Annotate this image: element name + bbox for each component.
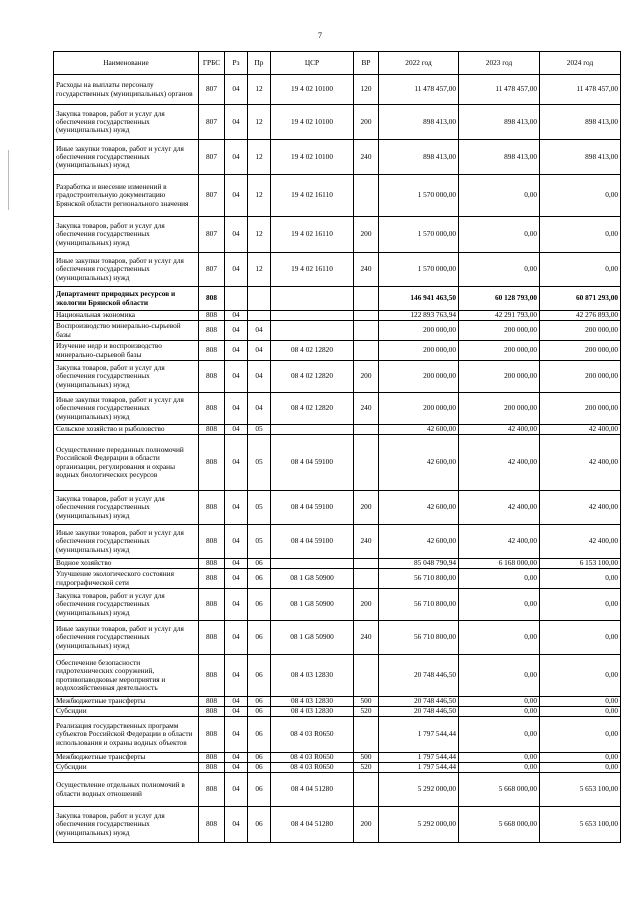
row-pr: 12 bbox=[248, 75, 271, 105]
table-row bbox=[54, 717, 621, 753]
row-grbs: 808 bbox=[199, 569, 225, 589]
table-row bbox=[54, 287, 621, 311]
row-vr: 520 bbox=[354, 707, 379, 717]
table-row bbox=[54, 311, 621, 321]
row-2024: 200 000,00 bbox=[540, 393, 621, 425]
table-row bbox=[54, 321, 621, 341]
row-csr: 19 4 02 16110 bbox=[271, 217, 354, 253]
row-csr: 08 4 03 R0650 bbox=[271, 753, 354, 763]
row-csr bbox=[271, 559, 354, 569]
row-rz: 04 bbox=[225, 253, 248, 287]
row-2022: 56 710 800,00 bbox=[379, 569, 459, 589]
row-2023: 0,00 bbox=[459, 763, 540, 773]
table-row bbox=[54, 525, 621, 559]
row-rz: 04 bbox=[225, 763, 248, 773]
row-2024: 42 276 893,00 bbox=[540, 311, 621, 321]
row-grbs: 807 bbox=[199, 175, 225, 217]
row-grbs: 808 bbox=[199, 621, 225, 655]
row-vr: 200 bbox=[354, 361, 379, 393]
row-2024: 0,00 bbox=[540, 217, 621, 253]
row-2022: 56 710 800,00 bbox=[379, 621, 459, 655]
row-2024: 5 653 100,00 bbox=[540, 773, 621, 807]
row-2022: 42 600,00 bbox=[379, 525, 459, 559]
table-row bbox=[54, 140, 621, 175]
row-name: Иные закупки товаров, работ и услуг для обеспечения государственных (муниципальных) нужд bbox=[54, 393, 199, 425]
table-row bbox=[54, 105, 621, 140]
row-csr: 08 4 02 12820 bbox=[271, 393, 354, 425]
row-2024: 0,00 bbox=[540, 621, 621, 655]
row-rz: 04 bbox=[225, 361, 248, 393]
row-2022: 1 570 000,00 bbox=[379, 175, 459, 217]
table-row bbox=[54, 425, 621, 435]
row-2024: 11 478 457,00 bbox=[540, 75, 621, 105]
row-name: Закупка товаров, работ и услуг для обеспечения государственных (муниципальных) нужд bbox=[54, 491, 199, 525]
row-2022: 146 941 463,50 bbox=[379, 287, 459, 311]
row-name: Воспроизводство минерально-сырьевой базы bbox=[54, 321, 199, 341]
table-row bbox=[54, 753, 621, 763]
row-pr: 04 bbox=[248, 321, 271, 341]
row-grbs: 807 bbox=[199, 105, 225, 140]
header-2023: 2023 год bbox=[459, 52, 540, 75]
row-2023: 0,00 bbox=[459, 253, 540, 287]
row-vr bbox=[354, 773, 379, 807]
row-name: Департамент природных ресурсов и экологии Брянской области bbox=[54, 287, 199, 311]
row-grbs: 808 bbox=[199, 393, 225, 425]
row-pr: 06 bbox=[248, 559, 271, 569]
row-2024: 0,00 bbox=[540, 717, 621, 753]
row-pr: 06 bbox=[248, 753, 271, 763]
row-2022: 1 570 000,00 bbox=[379, 253, 459, 287]
row-csr: 08 4 04 51280 bbox=[271, 807, 354, 843]
row-2024: 42 400,00 bbox=[540, 525, 621, 559]
row-name: Осуществление отдельных полномочий в области водных отношений bbox=[54, 773, 199, 807]
row-rz: 04 bbox=[225, 717, 248, 753]
table-row bbox=[54, 75, 621, 105]
table-row bbox=[54, 697, 621, 707]
row-name: Закупка товаров, работ и услуг для обеспечения государственных (муниципальных) нужд bbox=[54, 589, 199, 621]
row-name: Субсидии bbox=[54, 763, 199, 773]
row-vr bbox=[354, 655, 379, 697]
row-grbs: 808 bbox=[199, 753, 225, 763]
row-vr: 200 bbox=[354, 105, 379, 140]
row-2024: 60 871 293,00 bbox=[540, 287, 621, 311]
row-2022: 200 000,00 bbox=[379, 361, 459, 393]
row-2022: 5 292 000,00 bbox=[379, 807, 459, 843]
table-row bbox=[54, 217, 621, 253]
row-name: Межбюджетные трансферты bbox=[54, 697, 199, 707]
row-2024: 200 000,00 bbox=[540, 341, 621, 361]
row-2022: 85 048 790,94 bbox=[379, 559, 459, 569]
row-vr bbox=[354, 311, 379, 321]
row-2023: 5 668 000,00 bbox=[459, 773, 540, 807]
page-number: 7 bbox=[318, 31, 322, 40]
row-2023: 0,00 bbox=[459, 175, 540, 217]
row-csr: 08 4 04 59100 bbox=[271, 491, 354, 525]
row-2022: 56 710 800,00 bbox=[379, 589, 459, 621]
row-vr: 240 bbox=[354, 253, 379, 287]
row-vr: 500 bbox=[354, 753, 379, 763]
row-csr: 19 4 02 10100 bbox=[271, 140, 354, 175]
row-2023: 5 668 000,00 bbox=[459, 807, 540, 843]
row-2023: 0,00 bbox=[459, 707, 540, 717]
row-pr: 12 bbox=[248, 175, 271, 217]
row-name: Реализация государственных программ субъектов Российской Федерации в области использования и охраны водных объектов bbox=[54, 717, 199, 753]
row-2023: 0,00 bbox=[459, 717, 540, 753]
row-grbs: 807 bbox=[199, 253, 225, 287]
row-csr: 08 4 03 12830 bbox=[271, 707, 354, 717]
row-grbs: 808 bbox=[199, 425, 225, 435]
row-2023: 0,00 bbox=[459, 589, 540, 621]
row-rz: 04 bbox=[225, 569, 248, 589]
row-vr bbox=[354, 559, 379, 569]
row-rz: 04 bbox=[225, 311, 248, 321]
row-2024: 42 400,00 bbox=[540, 435, 621, 491]
row-rz: 04 bbox=[225, 425, 248, 435]
row-2023: 898 413,00 bbox=[459, 140, 540, 175]
row-2024: 200 000,00 bbox=[540, 361, 621, 393]
table-header-row bbox=[54, 52, 621, 75]
row-pr: 05 bbox=[248, 525, 271, 559]
row-vr: 240 bbox=[354, 621, 379, 655]
row-2022: 20 748 446,50 bbox=[379, 697, 459, 707]
row-pr: 06 bbox=[248, 807, 271, 843]
header-grbs: ГРБС bbox=[199, 52, 225, 75]
header-pr: Пр bbox=[248, 52, 271, 75]
row-2024: 0,00 bbox=[540, 569, 621, 589]
budget-table bbox=[53, 51, 621, 843]
row-rz: 04 bbox=[225, 491, 248, 525]
row-csr: 08 4 04 51280 bbox=[271, 773, 354, 807]
row-2024: 0,00 bbox=[540, 655, 621, 697]
row-pr: 04 bbox=[248, 341, 271, 361]
row-rz: 04 bbox=[225, 807, 248, 843]
row-2024: 0,00 bbox=[540, 589, 621, 621]
row-2022: 42 600,00 bbox=[379, 425, 459, 435]
row-vr bbox=[354, 287, 379, 311]
row-rz: 04 bbox=[225, 697, 248, 707]
row-name: Водное хозяйство bbox=[54, 559, 199, 569]
row-2022: 1 797 544,44 bbox=[379, 717, 459, 753]
row-rz bbox=[225, 287, 248, 311]
row-csr: 08 1 G8 50900 bbox=[271, 589, 354, 621]
row-name: Осуществление переданных полномочий Российской Федерации в области организации, регулирования и охраны водных биологических ресурсов bbox=[54, 435, 199, 491]
row-pr: 04 bbox=[248, 393, 271, 425]
table-body bbox=[54, 75, 621, 843]
scan-margin-mark bbox=[8, 150, 9, 210]
row-name: Улучшение экологического состояния гидрографической сети bbox=[54, 569, 199, 589]
row-2022: 1 570 000,00 bbox=[379, 217, 459, 253]
row-2023: 0,00 bbox=[459, 217, 540, 253]
row-grbs: 807 bbox=[199, 75, 225, 105]
row-2024: 42 400,00 bbox=[540, 491, 621, 525]
table-row bbox=[54, 559, 621, 569]
row-csr: 08 4 04 59100 bbox=[271, 525, 354, 559]
row-vr: 200 bbox=[354, 589, 379, 621]
row-csr: 08 1 G8 50900 bbox=[271, 621, 354, 655]
row-csr: 08 1 G8 50900 bbox=[271, 569, 354, 589]
table-row bbox=[54, 707, 621, 717]
row-grbs: 808 bbox=[199, 655, 225, 697]
row-name: Обеспечение безопасности гидротехнических сооружений, противопаводковые мероприятия и водохозяйственная деятельность bbox=[54, 655, 199, 697]
row-2024: 0,00 bbox=[540, 763, 621, 773]
row-vr: 520 bbox=[354, 763, 379, 773]
row-name: Закупка товаров, работ и услуг для обеспечения государственных (муниципальных) нужд bbox=[54, 807, 199, 843]
row-csr: 08 4 03 12830 bbox=[271, 697, 354, 707]
row-rz: 04 bbox=[225, 321, 248, 341]
row-vr bbox=[354, 717, 379, 753]
row-vr: 500 bbox=[354, 697, 379, 707]
header-2024: 2024 год bbox=[540, 52, 621, 75]
table-row bbox=[54, 589, 621, 621]
row-rz: 04 bbox=[225, 75, 248, 105]
row-2022: 20 748 446,50 bbox=[379, 707, 459, 717]
row-2024: 6 153 100,00 bbox=[540, 559, 621, 569]
row-2023: 42 400,00 bbox=[459, 425, 540, 435]
row-2024: 5 653 100,00 bbox=[540, 807, 621, 843]
row-name: Национальная экономика bbox=[54, 311, 199, 321]
row-name: Иные закупки товаров, работ и услуг для обеспечения государственных (муниципальных) нужд bbox=[54, 140, 199, 175]
table-row bbox=[54, 621, 621, 655]
row-vr: 120 bbox=[354, 75, 379, 105]
row-2022: 898 413,00 bbox=[379, 140, 459, 175]
row-2023: 0,00 bbox=[459, 569, 540, 589]
row-name: Разработка и внесение изменений в градостроительную документацию Брянской области регионального значения bbox=[54, 175, 199, 217]
row-pr: 06 bbox=[248, 707, 271, 717]
row-2022: 898 413,00 bbox=[379, 105, 459, 140]
row-vr bbox=[354, 425, 379, 435]
row-pr: 12 bbox=[248, 140, 271, 175]
row-csr bbox=[271, 321, 354, 341]
row-rz: 04 bbox=[225, 753, 248, 763]
row-csr bbox=[271, 287, 354, 311]
row-grbs: 808 bbox=[199, 525, 225, 559]
row-grbs: 808 bbox=[199, 435, 225, 491]
row-csr bbox=[271, 425, 354, 435]
row-grbs: 808 bbox=[199, 807, 225, 843]
row-2022: 122 893 763,94 bbox=[379, 311, 459, 321]
row-2024: 42 400,00 bbox=[540, 425, 621, 435]
row-2023: 42 400,00 bbox=[459, 491, 540, 525]
row-rz: 04 bbox=[225, 707, 248, 717]
row-2023: 200 000,00 bbox=[459, 321, 540, 341]
row-vr: 240 bbox=[354, 525, 379, 559]
row-rz: 04 bbox=[225, 525, 248, 559]
row-name: Иные закупки товаров, работ и услуг для обеспечения государственных (муниципальных) нужд bbox=[54, 253, 199, 287]
row-grbs: 808 bbox=[199, 559, 225, 569]
row-2023: 200 000,00 bbox=[459, 393, 540, 425]
row-2023: 42 400,00 bbox=[459, 435, 540, 491]
row-grbs: 808 bbox=[199, 491, 225, 525]
row-name: Изучение недр и воспроизводство минерально-сырьевой базы bbox=[54, 341, 199, 361]
row-pr: 05 bbox=[248, 435, 271, 491]
row-csr: 19 4 02 16110 bbox=[271, 253, 354, 287]
row-2023: 0,00 bbox=[459, 697, 540, 707]
row-2024: 200 000,00 bbox=[540, 321, 621, 341]
header-rz: Рз bbox=[225, 52, 248, 75]
row-vr: 200 bbox=[354, 491, 379, 525]
row-2022: 20 748 446,50 bbox=[379, 655, 459, 697]
row-name: Иные закупки товаров, работ и услуг для обеспечения государственных (муниципальных) нужд bbox=[54, 621, 199, 655]
row-grbs: 808 bbox=[199, 361, 225, 393]
row-pr: 12 bbox=[248, 253, 271, 287]
row-name: Сельское хозяйство и рыболовство bbox=[54, 425, 199, 435]
table-row bbox=[54, 763, 621, 773]
row-vr bbox=[354, 435, 379, 491]
row-2022: 200 000,00 bbox=[379, 321, 459, 341]
row-rz: 04 bbox=[225, 655, 248, 697]
row-csr: 08 4 03 R0650 bbox=[271, 717, 354, 753]
row-vr bbox=[354, 175, 379, 217]
row-rz: 04 bbox=[225, 773, 248, 807]
row-rz: 04 bbox=[225, 341, 248, 361]
row-pr: 12 bbox=[248, 105, 271, 140]
row-pr: 05 bbox=[248, 491, 271, 525]
header-csr: ЦСР bbox=[271, 52, 354, 75]
row-grbs: 808 bbox=[199, 287, 225, 311]
row-2024: 0,00 bbox=[540, 253, 621, 287]
row-2023: 60 128 793,00 bbox=[459, 287, 540, 311]
row-name: Межбюджетные трансферты bbox=[54, 753, 199, 763]
row-vr bbox=[354, 569, 379, 589]
row-2023: 42 291 793,00 bbox=[459, 311, 540, 321]
row-rz: 04 bbox=[225, 435, 248, 491]
table-row bbox=[54, 491, 621, 525]
row-rz: 04 bbox=[225, 105, 248, 140]
row-2024: 0,00 bbox=[540, 753, 621, 763]
row-pr: 06 bbox=[248, 589, 271, 621]
row-2023: 0,00 bbox=[459, 655, 540, 697]
row-pr: 06 bbox=[248, 717, 271, 753]
table-row bbox=[54, 393, 621, 425]
row-pr: 05 bbox=[248, 425, 271, 435]
row-rz: 04 bbox=[225, 559, 248, 569]
row-grbs: 808 bbox=[199, 773, 225, 807]
table-row bbox=[54, 361, 621, 393]
row-pr: 06 bbox=[248, 621, 271, 655]
row-csr: 08 4 03 R0650 bbox=[271, 763, 354, 773]
row-grbs: 807 bbox=[199, 217, 225, 253]
row-grbs: 808 bbox=[199, 707, 225, 717]
row-rz: 04 bbox=[225, 140, 248, 175]
row-grbs: 808 bbox=[199, 311, 225, 321]
header-name: Наименование bbox=[54, 52, 199, 75]
row-2023: 0,00 bbox=[459, 621, 540, 655]
row-pr: 06 bbox=[248, 697, 271, 707]
row-name: Расходы на выплаты персоналу государственных (муниципальных) органов bbox=[54, 75, 199, 105]
table-row bbox=[54, 435, 621, 491]
row-csr: 08 4 04 59100 bbox=[271, 435, 354, 491]
row-rz: 04 bbox=[225, 217, 248, 253]
row-vr bbox=[354, 321, 379, 341]
row-2022: 200 000,00 bbox=[379, 341, 459, 361]
row-grbs: 808 bbox=[199, 341, 225, 361]
row-2022: 11 478 457,00 bbox=[379, 75, 459, 105]
row-name: Закупка товаров, работ и услуг для обеспечения государственных (муниципальных) нужд bbox=[54, 105, 199, 140]
row-name: Иные закупки товаров, работ и услуг для обеспечения государственных (муниципальных) нужд bbox=[54, 525, 199, 559]
row-2022: 200 000,00 bbox=[379, 393, 459, 425]
table-row bbox=[54, 253, 621, 287]
row-2023: 898 413,00 bbox=[459, 105, 540, 140]
table-row bbox=[54, 569, 621, 589]
row-name: Субсидии bbox=[54, 707, 199, 717]
row-csr: 19 4 02 10100 bbox=[271, 75, 354, 105]
row-name: Закупка товаров, работ и услуг для обеспечения государственных (муниципальных) нужд bbox=[54, 361, 199, 393]
row-2024: 898 413,00 bbox=[540, 105, 621, 140]
row-2022: 1 797 544,44 bbox=[379, 763, 459, 773]
row-rz: 04 bbox=[225, 621, 248, 655]
row-vr: 240 bbox=[354, 140, 379, 175]
header-2022: 2022 год bbox=[379, 52, 459, 75]
row-2024: 0,00 bbox=[540, 697, 621, 707]
row-grbs: 808 bbox=[199, 697, 225, 707]
table-row bbox=[54, 807, 621, 843]
row-pr bbox=[248, 311, 271, 321]
row-grbs: 808 bbox=[199, 321, 225, 341]
row-csr: 08 4 02 12820 bbox=[271, 341, 354, 361]
row-vr: 200 bbox=[354, 217, 379, 253]
row-csr: 19 4 02 10100 bbox=[271, 105, 354, 140]
table-row bbox=[54, 341, 621, 361]
row-csr bbox=[271, 311, 354, 321]
row-pr bbox=[248, 287, 271, 311]
row-pr: 06 bbox=[248, 569, 271, 589]
row-2023: 0,00 bbox=[459, 753, 540, 763]
row-grbs: 807 bbox=[199, 140, 225, 175]
row-rz: 04 bbox=[225, 589, 248, 621]
row-2023: 6 168 000,00 bbox=[459, 559, 540, 569]
row-vr: 200 bbox=[354, 807, 379, 843]
table-row bbox=[54, 655, 621, 697]
row-pr: 12 bbox=[248, 217, 271, 253]
table-row bbox=[54, 175, 621, 217]
row-rz: 04 bbox=[225, 175, 248, 217]
row-2023: 42 400,00 bbox=[459, 525, 540, 559]
row-2022: 1 797 544,44 bbox=[379, 753, 459, 763]
row-csr: 08 4 03 12830 bbox=[271, 655, 354, 697]
row-2024: 898 413,00 bbox=[540, 140, 621, 175]
row-csr: 08 4 02 12820 bbox=[271, 361, 354, 393]
row-vr bbox=[354, 341, 379, 361]
row-2023: 200 000,00 bbox=[459, 341, 540, 361]
row-2024: 0,00 bbox=[540, 175, 621, 217]
row-2023: 11 478 457,00 bbox=[459, 75, 540, 105]
table-row bbox=[54, 773, 621, 807]
row-grbs: 808 bbox=[199, 717, 225, 753]
row-name: Закупка товаров, работ и услуг для обеспечения государственных (муниципальных) нужд bbox=[54, 217, 199, 253]
header-vr: ВР bbox=[354, 52, 379, 75]
row-2022: 42 600,00 bbox=[379, 491, 459, 525]
row-vr: 240 bbox=[354, 393, 379, 425]
row-rz: 04 bbox=[225, 393, 248, 425]
row-pr: 06 bbox=[248, 763, 271, 773]
row-2022: 5 292 000,00 bbox=[379, 773, 459, 807]
row-2022: 42 600,00 bbox=[379, 435, 459, 491]
row-grbs: 808 bbox=[199, 589, 225, 621]
row-csr: 19 4 02 16110 bbox=[271, 175, 354, 217]
row-pr: 06 bbox=[248, 773, 271, 807]
row-grbs: 808 bbox=[199, 763, 225, 773]
row-2024: 0,00 bbox=[540, 707, 621, 717]
row-pr: 06 bbox=[248, 655, 271, 697]
row-2023: 200 000,00 bbox=[459, 361, 540, 393]
row-pr: 04 bbox=[248, 361, 271, 393]
